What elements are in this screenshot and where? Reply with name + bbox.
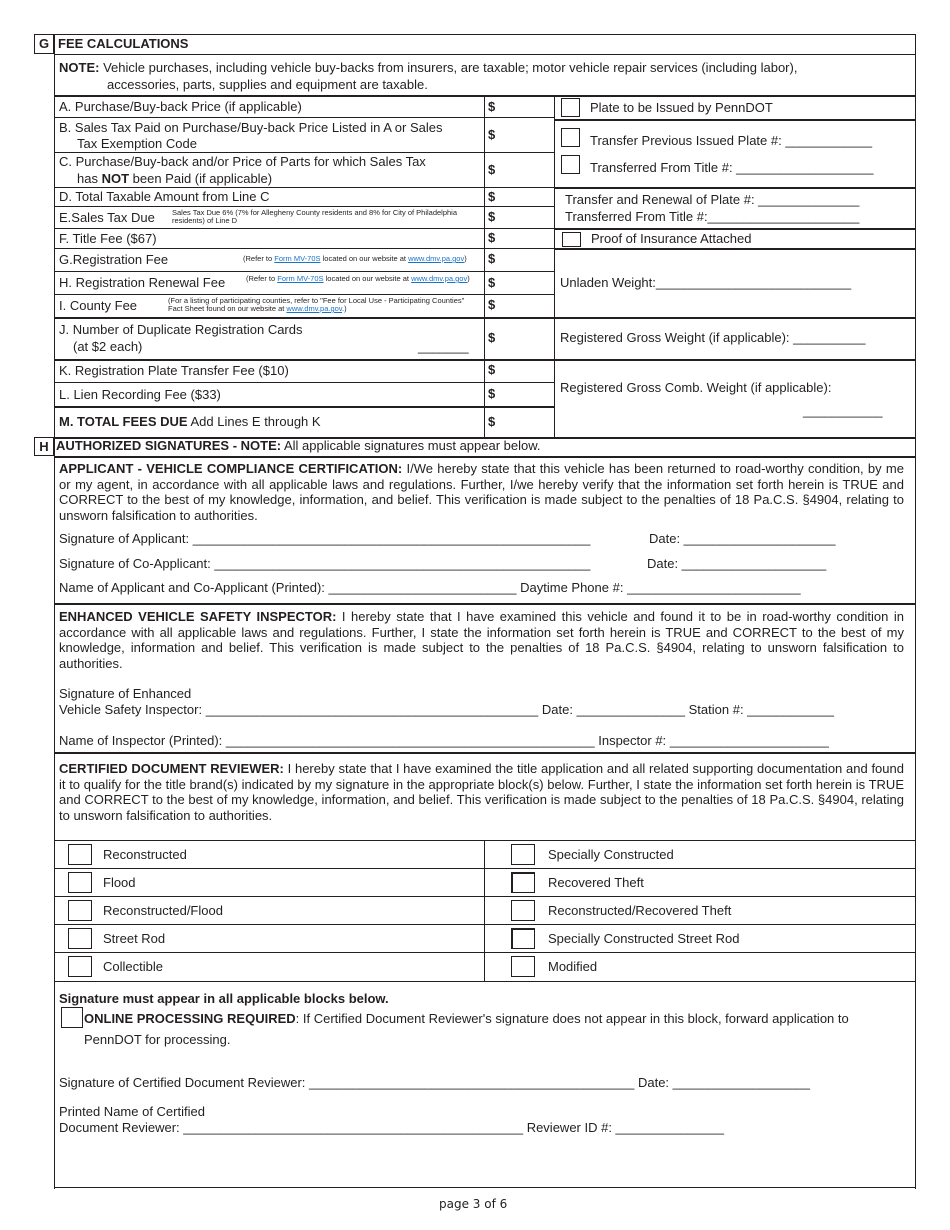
line-h-label: H. Registration Renewal Fee	[59, 275, 226, 290]
line-l-label: L. Lien Recording Fee ($33)	[59, 387, 221, 402]
line-j-blank[interactable]: _______	[418, 339, 469, 354]
brand-label: Reconstructed/Recovered Theft	[548, 903, 732, 918]
rule	[54, 981, 916, 982]
rule	[54, 382, 554, 383]
section-g-title: FEE CALCULATIONS	[58, 36, 189, 51]
rule	[54, 868, 916, 869]
reg-gross-weight[interactable]: Registered Gross Weight (if applicable): __________	[560, 330, 866, 345]
dollar-c[interactable]: $	[488, 162, 496, 177]
applicant-certification: APPLICANT - VEHICLE COMPLIANCE CERTIFICATION: I/We hereby state that this vehicle has been returned to road-worthy condition, by me or my agent, in accordance with all applicable laws and regulations. Further, I/we hereby verify that the information set forth herein is TRUE and CORRECT to the best of my knowledge, information, and belief. This verification is made subject to the penalties of 18 Pa.C.S. §4904, relating to unsworn falsification to authorities.	[59, 461, 904, 523]
reg-gross-comb-weight: Registered Gross Comb. Weight (if applicable):	[560, 380, 832, 395]
brand-label: Reconstructed	[103, 847, 187, 862]
rule	[54, 456, 916, 458]
online-processing-checkbox[interactable]	[61, 1007, 83, 1028]
brand-flood-checkbox[interactable]	[68, 872, 92, 893]
dollar-e[interactable]: $	[488, 209, 496, 224]
dollar-h[interactable]: $	[488, 275, 496, 290]
applicant-date-line[interactable]: Date: _____________________	[649, 531, 836, 546]
inspector-signature-line[interactable]: Vehicle Safety Inspector: ______________________________________________ Date: _______________ Station #: ____________	[59, 702, 834, 717]
rule	[554, 119, 916, 121]
rule	[54, 840, 916, 841]
inspector-signature-label: Signature of Enhanced	[59, 686, 192, 701]
applicant-signature-line[interactable]: Signature of Applicant: _______________________________________________________	[59, 531, 591, 546]
reviewer-certification: CERTIFIED DOCUMENT REVIEWER: I hereby state that I have examined the title application and all related supporting documentation and found it to qualify for the title brand(s) indicated by my signature in the appropriate block(s) below. Further, I state the information set forth herein is TRUE and CORRECT to the best of my knowledge, information, and belief. This verification is made subject to the penalties of 18 Pa.C.S. §4904, relating to unsworn falsification to authorities.	[59, 761, 904, 823]
rule	[554, 248, 916, 250]
rule	[54, 248, 554, 249]
line-b-label: B. Sales Tax Paid on Purchase/Buy-back Price Listed in A or Sales	[59, 120, 443, 135]
rule	[484, 95, 485, 439]
dollar-j[interactable]: $	[488, 330, 496, 345]
plate-penndot-checkbox[interactable]	[561, 98, 580, 117]
rule	[54, 603, 916, 605]
brand-reconstructed-flood-checkbox[interactable]	[68, 900, 92, 921]
line-d-label: D. Total Taxable Amount from Line C	[59, 189, 270, 204]
transfer-prev-checkbox[interactable]	[561, 128, 580, 147]
unladen-weight[interactable]: Unladen Weight:___________________________	[560, 275, 852, 290]
rule	[54, 359, 916, 361]
rule	[554, 228, 916, 230]
form-mv70s-link[interactable]: Form MV-70S	[274, 254, 321, 263]
reviewer-signature-line[interactable]: Signature of Certified Document Reviewer: _____________________________________________ Date: ___________________	[59, 1075, 811, 1090]
rule	[54, 206, 554, 207]
line-h-refer: (Refer to Form MV-70S located on our website at www.dmv.pa.gov)	[246, 274, 470, 283]
transferred-from-checkbox[interactable]	[561, 155, 580, 174]
dollar-i[interactable]: $	[488, 297, 496, 312]
rule	[54, 34, 55, 1189]
page-number: page 3 of 6	[439, 1197, 508, 1211]
note-line-1: NOTE: Vehicle purchases, including vehicle buy-backs from insurers, are taxable; motor vehicle repair services (including labor),	[59, 60, 798, 75]
line-e-label: E.Sales Tax Due	[59, 210, 155, 225]
line-f-label: F. Title Fee ($67)	[59, 231, 157, 246]
brand-label: Recovered Theft	[548, 875, 644, 890]
reviewer-printed-label: Printed Name of Certified	[59, 1104, 205, 1119]
line-j-label: J. Number of Duplicate Registration Cards	[59, 322, 303, 337]
rule	[54, 294, 554, 295]
brand-specially-constructed-checkbox[interactable]	[511, 844, 535, 865]
brand-label: Reconstructed/Flood	[103, 903, 223, 918]
brand-label: Modified	[548, 959, 598, 974]
line-g-label: G.Registration Fee	[59, 252, 169, 267]
plate-penndot-label: Plate to be Issued by PennDOT	[590, 100, 773, 115]
inspector-name-line[interactable]: Name of Inspector (Printed): ___________________________________________________ Inspector #: ______________________	[59, 733, 829, 748]
rule	[54, 924, 916, 925]
dollar-b[interactable]: $	[488, 127, 496, 142]
line-i-label: I. County Fee	[59, 298, 138, 313]
dmv-website-link[interactable]: www.dmv.pa.gov	[408, 254, 465, 263]
online-processing-text-2: PennDOT for processing.	[84, 1032, 231, 1047]
transfer-prev-label[interactable]: Transfer Previous Issued Plate #: ____________	[590, 133, 873, 148]
signature-note: Signature must appear in all applicable blocks below.	[59, 991, 389, 1006]
rule	[54, 1187, 916, 1188]
line-m-label: M. TOTAL FEES DUE Add Lines E through K	[59, 414, 321, 429]
dollar-k[interactable]: $	[488, 362, 496, 377]
transfer-renewal-label[interactable]: Transfer and Renewal of Plate #: ______________	[565, 192, 860, 207]
rule	[54, 406, 554, 408]
dmv-website-link[interactable]: www.dmv.pa.gov	[286, 304, 342, 313]
coapplicant-date-line[interactable]: Date: ____________________	[647, 556, 827, 571]
dollar-m[interactable]: $	[488, 414, 496, 429]
line-b-label-2: Tax Exemption Code	[77, 136, 197, 151]
dmv-website-link[interactable]: www.dmv.pa.gov	[411, 274, 468, 283]
brand-street-rod-checkbox[interactable]	[68, 928, 92, 949]
proof-insurance-checkbox[interactable]	[562, 232, 581, 247]
section-h-title: AUTHORIZED SIGNATURES - NOTE: All applicable signatures must appear below.	[56, 438, 541, 453]
brand-reconstructed-recovered-theft-checkbox[interactable]	[511, 900, 535, 921]
brand-specially-constructed-street-rod-checkbox[interactable]	[511, 928, 535, 949]
proof-insurance-label: Proof of Insurance Attached	[591, 231, 752, 246]
line-a-label: A. Purchase/Buy-back Price (if applicable)	[59, 99, 302, 114]
section-h-letter: H	[34, 437, 54, 456]
rule	[915, 34, 916, 1189]
rule	[54, 896, 916, 897]
rule	[54, 187, 554, 188]
rule	[54, 752, 916, 754]
reviewer-printed-line[interactable]: Document Reviewer: _______________________________________________ Reviewer ID #: _______________	[59, 1120, 724, 1135]
line-g-refer: (Refer to Form MV-70S located on our website at www.dmv.pa.gov)	[243, 254, 467, 263]
note-line-2: accessories, parts, supplies and equipment are taxable.	[107, 77, 428, 92]
transferred-from-label[interactable]: Transferred From Title #: ___________________	[590, 160, 874, 175]
brand-reconstructed-checkbox[interactable]	[68, 844, 92, 865]
dollar-l[interactable]: $	[488, 386, 496, 401]
coapplicant-signature-line[interactable]: Signature of Co-Applicant: ____________________________________________________	[59, 556, 591, 571]
rule	[54, 152, 554, 153]
brand-label: Specially Constructed	[548, 847, 674, 862]
rule	[54, 228, 554, 229]
brand-recovered-theft-checkbox[interactable]	[511, 872, 535, 893]
rule	[54, 54, 916, 55]
transferred-from-2-label[interactable]: Transferred From Title #:_____________________	[565, 209, 860, 224]
dollar-f[interactable]: $	[488, 230, 496, 245]
applicant-name-printed-line[interactable]: Name of Applicant and Co-Applicant (Printed): __________________________ Daytime Phone #: ________________________	[59, 580, 801, 595]
brand-collectible-checkbox[interactable]	[68, 956, 92, 977]
brand-label: Street Rod	[103, 931, 166, 946]
rule	[54, 117, 554, 118]
dollar-d[interactable]: $	[488, 189, 496, 204]
line-i-note-2: Fact Sheet found on our website at www.dmv.pa.gov.)	[168, 304, 347, 313]
line-i-note: (For a listing of participating counties, refer to "Fee for Local Use - Participating Counties"	[168, 296, 465, 305]
rule	[554, 95, 555, 439]
dollar-a[interactable]: $	[488, 99, 496, 114]
line-k-label: K. Registration Plate Transfer Fee ($10)	[59, 363, 289, 378]
rule	[54, 952, 916, 953]
rule	[54, 95, 916, 97]
brand-label: Collectible	[103, 959, 163, 974]
rule	[54, 317, 916, 319]
section-g-letter: G	[34, 34, 54, 54]
line-e-note-2: residents) of Line D	[172, 216, 238, 225]
rule	[54, 271, 554, 272]
line-j-label-2: (at $2 each)	[73, 339, 143, 354]
rule	[554, 187, 916, 189]
line-c-label: C. Purchase/Buy-back and/or Price of Parts for which Sales Tax	[59, 154, 426, 169]
online-processing-text: ONLINE PROCESSING REQUIRED: If Certified Document Reviewer's signature does not appear in this block, forward application to	[84, 1011, 849, 1026]
inspector-certification: ENHANCED VEHICLE SAFETY INSPECTOR: I hereby state that I have examined this vehicle and found it to be in road-worthy condition in accordance with all applicable laws and regulations. Further, I state the information set forth herein is TRUE and CORRECT to the best of my knowledge, information and belief. This verification is made subject to the penalties of 18 Pa.C.S. §4904, relating to unsworn falsification to authorities.	[59, 609, 904, 671]
brand-label: Specially Constructed Street Rod	[548, 931, 740, 946]
brand-label: Flood	[103, 875, 136, 890]
line-c-label-2: has NOT been Paid (if applicable)	[77, 171, 273, 186]
rule	[54, 34, 916, 35]
dollar-g[interactable]: $	[488, 251, 496, 266]
rule	[484, 840, 485, 982]
brand-modified-checkbox[interactable]	[511, 956, 535, 977]
line-e-note: Sales Tax Due 6% (7% for Allegheny County residents and 8% for City of Philadelphia	[172, 208, 458, 217]
reg-gross-comb-blank[interactable]: ___________	[803, 403, 883, 418]
form-mv70s-link[interactable]: Form MV-70S	[277, 274, 324, 283]
